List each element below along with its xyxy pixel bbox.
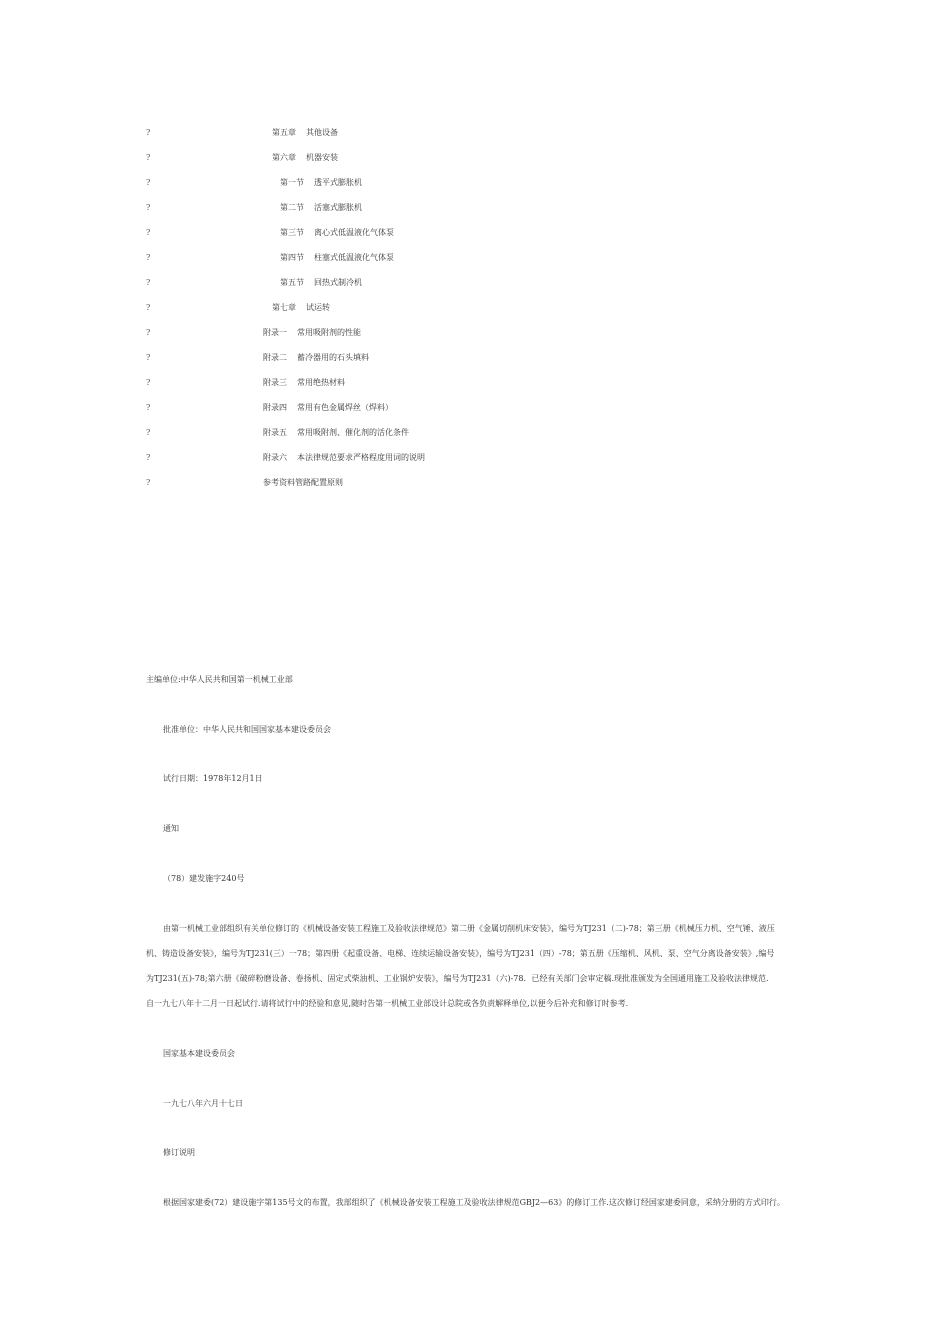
toc-row xyxy=(0,404,950,416)
toc-row xyxy=(0,479,950,491)
revision-heading: 修订说明 xyxy=(163,1148,195,1157)
toc-title: 离心式低温液化气体泵 xyxy=(314,228,394,237)
missing-glyph-marker: ? xyxy=(146,253,151,262)
toc-entry[interactable] xyxy=(272,129,338,137)
editor-unit: 主编单位:中华人民共和国第一机械工业部 xyxy=(146,675,293,684)
toc-title: 透平式膨胀机 xyxy=(314,178,362,187)
missing-glyph-marker: ? xyxy=(146,128,151,137)
toc-entry[interactable] xyxy=(263,354,369,362)
missing-glyph-marker: ? xyxy=(146,228,151,237)
toc-entry[interactable] xyxy=(280,204,362,212)
toc-number: 第五节 xyxy=(280,278,304,287)
toc-row xyxy=(0,154,950,166)
toc-number: 附录五 xyxy=(263,428,287,437)
toc-title: 柱塞式低温液化气体泵 xyxy=(314,253,394,262)
toc-title: 常用吸附剂的性能 xyxy=(297,328,361,337)
missing-glyph-marker: ? xyxy=(146,403,151,412)
toc-title: 蓄冷器用的石头填料 xyxy=(297,353,369,362)
toc-row xyxy=(0,129,950,141)
toc-number: 第七章 xyxy=(272,303,296,312)
missing-glyph-marker: ? xyxy=(146,428,151,437)
missing-glyph-marker: ? xyxy=(146,378,151,387)
toc-row xyxy=(0,429,950,441)
toc-entry[interactable] xyxy=(272,304,330,312)
trial-date: 试行日期：1978年12月1日 xyxy=(163,774,263,783)
missing-glyph-marker: ? xyxy=(146,353,151,362)
toc-row xyxy=(0,454,950,466)
toc-title: 回热式制冷机 xyxy=(314,278,362,287)
toc-entry[interactable] xyxy=(272,154,338,162)
toc-entry[interactable] xyxy=(263,404,393,412)
toc-row xyxy=(0,304,950,316)
toc-row xyxy=(0,279,950,291)
toc-title: 常用绝热材料 xyxy=(297,378,345,387)
toc-entry[interactable] xyxy=(263,329,361,337)
toc-entry[interactable] xyxy=(280,229,394,237)
toc-row xyxy=(0,354,950,366)
toc-title: 其他设备 xyxy=(306,128,338,137)
toc-entry[interactable] xyxy=(263,479,343,487)
notice-signer: 国家基本建设委员会 xyxy=(163,1049,235,1058)
toc-number: 参考资料管路配置原则 xyxy=(263,478,343,487)
toc-number: 附录四 xyxy=(263,403,287,412)
notice-body-line: 为TJ231(五)-78;第六册《破碎粉磨设备、卷扬机、固定式柴油机、工业锅炉安装》，编号为TJ231（六)-78．已经有关部门会审定稿.现批准颁发为全国通用施工及验收法律规范. xyxy=(146,974,769,983)
toc-title: 试运转 xyxy=(306,303,330,312)
revision-body: 根据国家建委(72）建设施字第135号文的布置，我部组织了《机械设备安装工程施工及验收法律规范GBJ2—63》的修订工作.这次修订经国家建委同意，采纳分册的方式印行。 xyxy=(163,1198,785,1207)
notice-date: 一九七八年六月十七日 xyxy=(163,1099,243,1108)
toc-entry[interactable] xyxy=(280,279,362,287)
toc-number: 第一节 xyxy=(280,178,304,187)
notice-body-line: 自一九七八年十二月一日起试行.请将试行中的经验和意见,随时告第一机械工业部设计总院或各负责解释单位,以便今后补充和修订时参考. xyxy=(146,999,629,1008)
toc-title: 常用有色金属焊丝（焊料） xyxy=(297,403,393,412)
toc-number: 附录六 xyxy=(263,453,287,462)
toc-number: 第五章 xyxy=(272,128,296,137)
toc-row xyxy=(0,179,950,191)
missing-glyph-marker: ? xyxy=(146,278,151,287)
toc-title: 活塞式膨胀机 xyxy=(314,203,362,212)
toc-number: 附录三 xyxy=(263,378,287,387)
toc-entry[interactable] xyxy=(263,454,425,462)
toc-entry[interactable] xyxy=(263,429,409,437)
toc-row xyxy=(0,229,950,241)
toc-row xyxy=(0,254,950,266)
toc-title: 机器安装 xyxy=(306,153,338,162)
notice-body-line: 由第一机械工业部组织有关单位修订的《机械设备安装工程施工及验收法律规范》第二册《金属切削机床安装》，编号为TJ231（二)-78；第三册《机械压力机、空气锤、液压 xyxy=(163,924,775,933)
toc-number: 第四节 xyxy=(280,253,304,262)
toc-number: 附录一 xyxy=(263,328,287,337)
toc-entry[interactable] xyxy=(263,379,345,387)
toc-row xyxy=(0,329,950,341)
missing-glyph-marker: ? xyxy=(146,478,151,487)
toc-number: 附录二 xyxy=(263,353,287,362)
notice-body-line: 机、铸造设备安装》，编号为TJ231(三）一78；第四册《起重设备、电梯、连续运输设备安装》，编号为TJ231（四）-78；第五册《压缩机、风机、泵、空气分离设备安装》,编号 xyxy=(146,949,775,958)
toc-number: 第六章 xyxy=(272,153,296,162)
notice-doc-number: （78）建发施字240号 xyxy=(163,874,245,883)
missing-glyph-marker: ? xyxy=(146,303,151,312)
toc-number: 第二节 xyxy=(280,203,304,212)
approver-unit: 批准单位：中华人民共和国国家基本建设委员会 xyxy=(163,725,331,734)
missing-glyph-marker: ? xyxy=(146,328,151,337)
missing-glyph-marker: ? xyxy=(146,178,151,187)
notice-heading: 通知 xyxy=(163,824,179,833)
toc-row xyxy=(0,379,950,391)
missing-glyph-marker: ? xyxy=(146,203,151,212)
toc-entry[interactable] xyxy=(280,179,362,187)
missing-glyph-marker: ? xyxy=(146,453,151,462)
toc-title: 本法律规范要求严格程度用词的说明 xyxy=(297,453,425,462)
missing-glyph-marker: ? xyxy=(146,153,151,162)
toc-title: 常用吸附剂、催化剂的活化条件 xyxy=(297,428,409,437)
toc-row xyxy=(0,204,950,216)
toc-entry[interactable] xyxy=(280,254,394,262)
toc-number: 第三节 xyxy=(280,228,304,237)
